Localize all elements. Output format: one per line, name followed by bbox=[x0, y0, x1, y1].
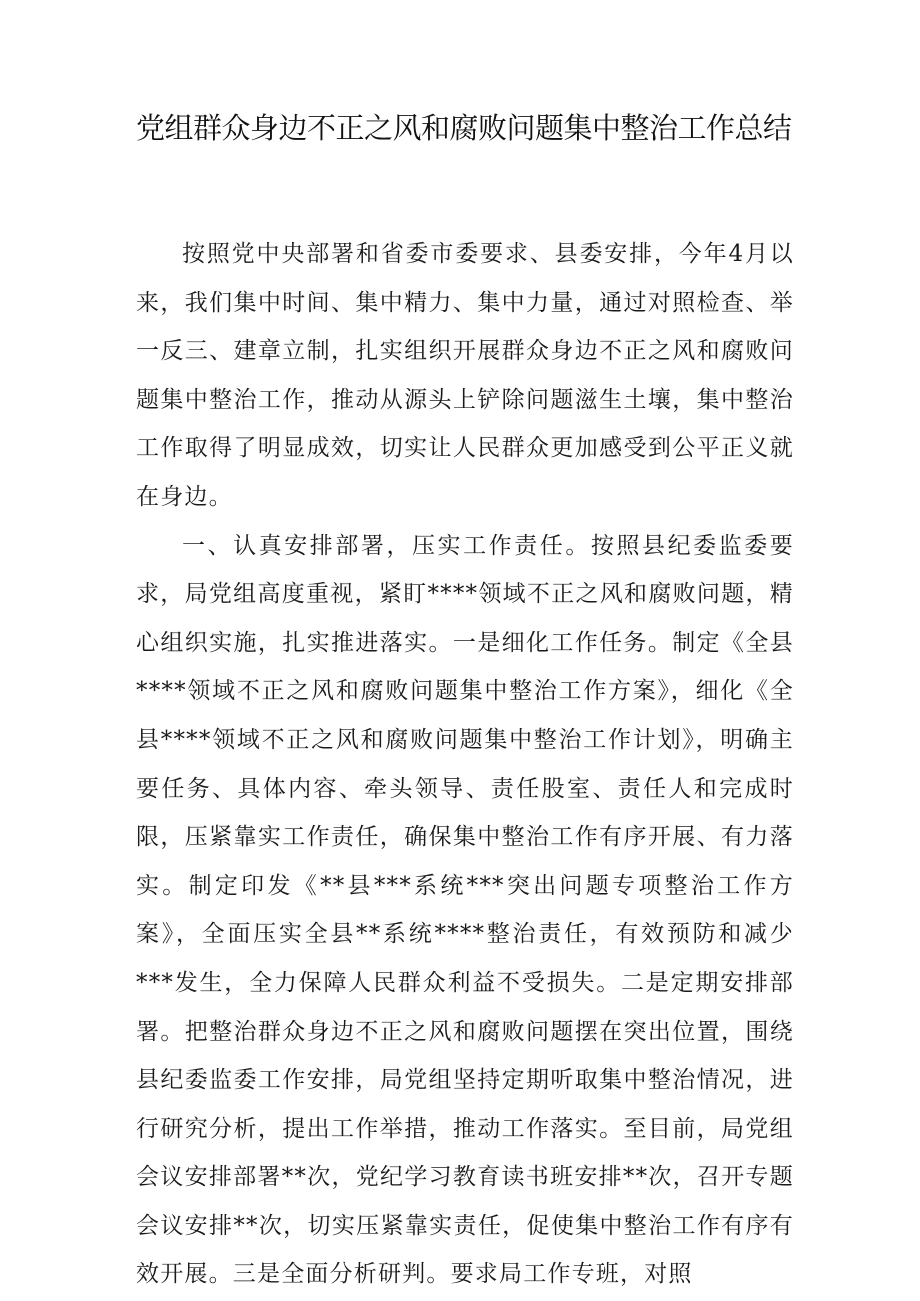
paragraph-section-one: 一、认真安排部署，压实工作责任。按照县纪委监委要求，局党组高度重视，紧盯****领域不正之风和腐败问题，精心组织实施，扎实推进落实。一是细化工作任务。制定《全县****领域不正之风和腐败问题集中整治工作方案》，细化《全县****领域不正之风和腐败问题集中整治工作计划》，明确主要任务、具体内容、牵头领导、责任股室、责任人和完成时限，压紧靠实工作责任，确保集中整治工作有序开展、有力落实。制定印发《**县***系统***突出问题专项整治工作方案》，全面压实全县**系统****整治责任，有效预防和减少***发生，全力保障人民群众利益不受损失。二是定期安排部署。把整治群众身边不正之风和腐败问题摆在突出位置，围绕县纪委监委工作安排，局党组坚持定期听取集中整治情况，进行研究分析，提出工作举措，推动工作落实。至目前，局党组会议安排部署**次，党纪学习教育读书班安排**次，召开专题会议安排**次，切实压紧靠实责任，促使集中整治工作有序有效开展。三是全面分析研判。要求局工作专班，对照 bbox=[136, 532, 794, 1288]
paragraph-intro: 按照党中央部署和省委市委要求、县委安排，今年4月以来，我们集中时间、集中精力、集中力量，通过对照检查、举一反三、建章立制，扎实组织开展群众身边不正之风和腐败问题集中整治工作，推动从源头上铲除问题滋生土壤，集中整治工作取得了明显成效，切实让人民群众更加感受到公平正义就在身边。 bbox=[136, 241, 794, 510]
document-title: 党组群众身边不正之风和腐败问题集中整治工作总结 bbox=[136, 111, 792, 145]
document-body bbox=[136, 230, 794, 1299]
